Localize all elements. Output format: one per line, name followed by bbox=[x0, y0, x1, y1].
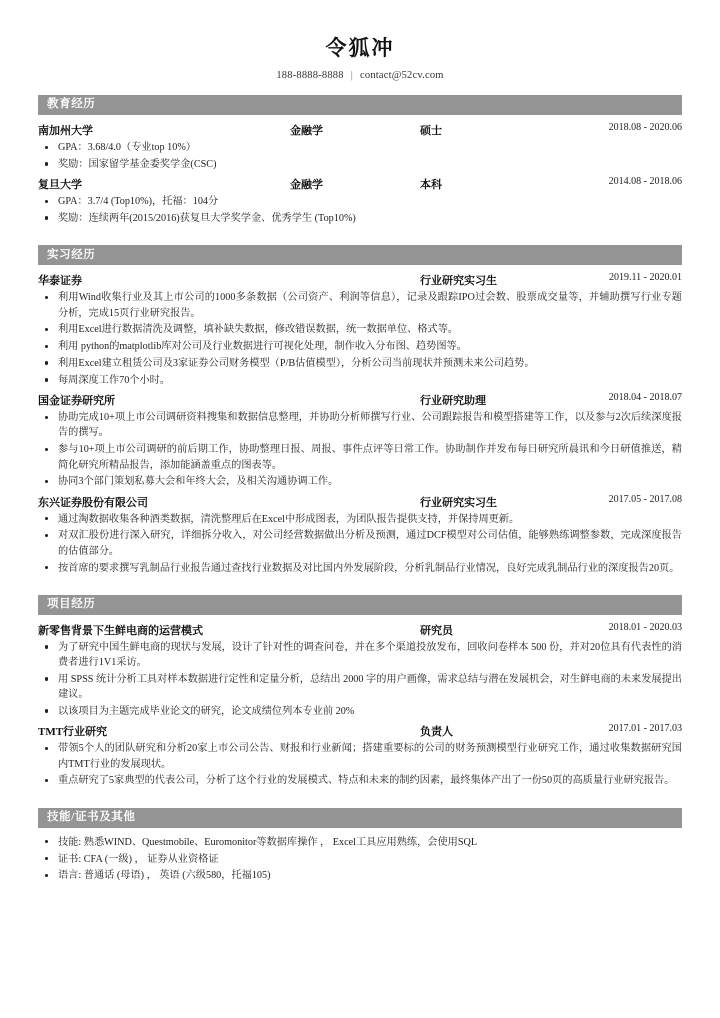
entry bbox=[38, 392, 682, 489]
section-title: 教育经历 bbox=[47, 98, 96, 111]
entry-date-range: 2018.08 - 2020.06 bbox=[608, 122, 682, 134]
page-title: 令狐冲 bbox=[325, 36, 395, 60]
entry bbox=[38, 494, 682, 576]
entry-date-range: 2017.05 - 2017.08 bbox=[608, 493, 682, 505]
entry-header-row bbox=[38, 392, 682, 409]
list-item: 用 SPSS 统计分析工具对样本数据进行定性和定量分析，总结出 2000 字的用户画像，需求总结与潜在发展机会，对生鲜电商的未来发展提出建议。 bbox=[38, 672, 682, 703]
entry-role: 行业研究实习生 bbox=[420, 275, 497, 288]
section-body-education bbox=[38, 122, 682, 231]
phone-text: 188-8888-8888 bbox=[276, 70, 344, 82]
list-item: 证书: CFA (一级) ， 证券从业资格证 bbox=[38, 852, 682, 867]
list-item: 以该项目为主题完成毕业论文的研究，论文成绩位列本专业前 20% bbox=[38, 704, 682, 719]
entry-header-row bbox=[38, 723, 682, 740]
entry-role: 研究员 bbox=[420, 624, 453, 637]
section-header-education bbox=[38, 95, 682, 115]
entry-organization: TMT行业研究 bbox=[38, 726, 108, 739]
entry bbox=[38, 622, 682, 719]
list-item: 利用Excel进行数据清洗及调整，填补缺失数据，修改错误数据，统一数据单位、格式等。 bbox=[38, 322, 682, 337]
resume-sections bbox=[0, 95, 720, 888]
entry-header-row bbox=[38, 622, 682, 639]
resume-header bbox=[0, 0, 720, 81]
contact-line bbox=[0, 70, 720, 81]
section-body-internship bbox=[38, 272, 682, 580]
entry-header-row bbox=[38, 122, 682, 139]
contact-separator: | bbox=[350, 70, 354, 82]
entry-organization: 新零售背景下生鲜电商的运营模式 bbox=[38, 624, 203, 637]
list-item: 为了研究中国生鲜电商的现状与发展，设计了针对性的调查问卷，并在多个渠道投放发布，回收问卷样本 500 份，并对20位具有代表性的消费者进行1V1采访。 bbox=[38, 640, 682, 671]
bullet-list bbox=[38, 835, 682, 884]
section-title: 项目经历 bbox=[47, 598, 96, 611]
bullet-list bbox=[38, 140, 682, 172]
bullet-list bbox=[38, 290, 682, 388]
entry-date-range: 2014.08 - 2018.06 bbox=[608, 176, 682, 188]
entry-organization: 国金证券研究所 bbox=[38, 395, 115, 408]
entry-role: 行业研究实习生 bbox=[420, 496, 497, 509]
list-item: GPA：3.68/4.0（专业top 10%） bbox=[38, 140, 682, 155]
entry-degree: 硕士 bbox=[420, 125, 442, 138]
section-body-skills bbox=[38, 835, 682, 889]
entry-organization: 复旦大学 bbox=[38, 179, 82, 192]
entry-organization: 南加州大学 bbox=[38, 125, 93, 138]
entry-organization: 华泰证券 bbox=[38, 275, 82, 288]
bullet-list bbox=[38, 512, 682, 576]
bullet-list bbox=[38, 741, 682, 788]
list-item: 奖励：国家留学基金委奖学金(CSC) bbox=[38, 157, 682, 172]
section-header-skills bbox=[38, 808, 682, 828]
entry bbox=[38, 835, 682, 884]
list-item: 通过淘数据收集各种酒类数据，清洗整理后在Excel中形成图表，为团队报告提供支持，并保持周更新。 bbox=[38, 512, 682, 527]
section-title: 实习经历 bbox=[47, 248, 96, 261]
section-internship bbox=[38, 245, 682, 580]
entry-major: 金融学 bbox=[290, 125, 323, 138]
section-projects bbox=[38, 595, 682, 794]
section-header-internship bbox=[38, 245, 682, 265]
list-item: 协助完成10+项上市公司调研资料搜集和数据信息整理，并协助分析师撰写行业、公司跟踪报告和模型搭建等工作，以及参与2次后续深度报告的撰写。 bbox=[38, 410, 682, 441]
entry-date-range: 2017.01 - 2017.03 bbox=[608, 723, 682, 735]
entry-major: 金融学 bbox=[290, 179, 323, 192]
bullet-list bbox=[38, 640, 682, 719]
entry-header-row bbox=[38, 494, 682, 511]
entry bbox=[38, 122, 682, 172]
section-header-projects bbox=[38, 595, 682, 615]
entry-header-row bbox=[38, 272, 682, 289]
list-item: 利用 python的matplotlib库对公司及行业数据进行可视化处理，制作收入分布图、趋势图等。 bbox=[38, 339, 682, 354]
list-item: 利用Excel建立租赁公司及3家证券公司财务模型（P/B估值模型），分析公司当前现状并预测未来公司趋势。 bbox=[38, 356, 682, 371]
entry bbox=[38, 272, 682, 388]
section-title: 技能/证书及其他 bbox=[47, 810, 136, 823]
entry bbox=[38, 723, 682, 788]
bullet-list bbox=[38, 410, 682, 489]
entry-header-row bbox=[38, 176, 682, 193]
bullet-list bbox=[38, 194, 682, 226]
entry-degree: 本科 bbox=[420, 179, 442, 192]
entry-role: 负责人 bbox=[420, 726, 453, 739]
entry-date-range: 2018.01 - 2020.03 bbox=[608, 621, 682, 633]
list-item: 按首席的要求撰写乳制品行业报告通过查找行业数据及对比国内外发展阶段，分析乳制品行业情况，良好完成乳制品行业的深度报告20页。 bbox=[38, 561, 682, 576]
list-item: 对双汇股份进行深入研究，详细拆分收入，对公司经营数据做出分析及预测，通过DCF模型对公司估值，能够熟练调整参数，完成深度报告的估值部分。 bbox=[38, 528, 682, 559]
list-item: 每周深度工作70个小时。 bbox=[38, 373, 682, 388]
email-text: contact@52cv.com bbox=[360, 70, 444, 82]
list-item: 重点研究了5家典型的代表公司，分析了这个行业的发展模式、特点和未来的制约因素，最终集体产出了一份50页的高质量行业研究报告。 bbox=[38, 773, 682, 788]
section-skills bbox=[38, 808, 682, 889]
list-item: 语言: 普通话 (母语) ， 英语 (六级580，托福105) bbox=[38, 868, 682, 883]
entry-date-range: 2019.11 - 2020.01 bbox=[609, 272, 682, 284]
list-item: GPA：3.7/4 (Top10%)，托福：104分 bbox=[38, 194, 682, 209]
entry-organization: 东兴证券股份有限公司 bbox=[38, 496, 148, 509]
entry-role: 行业研究助理 bbox=[420, 395, 486, 408]
entry-date-range: 2018.04 - 2018.07 bbox=[608, 392, 682, 404]
list-item: 带领5个人的团队研究和分析20家上市公司公告、财报和行业新闻；搭建重要标的公司的财务预测模型行业研究工作，通过收集数据研究国内TMT行业的发展现状。 bbox=[38, 741, 682, 772]
entry bbox=[38, 176, 682, 226]
list-item: 奖励：连续两年(2015/2016)获复旦大学奖学金、优秀学生 (Top10%) bbox=[38, 211, 682, 226]
list-item: 技能: 熟悉WIND、Questmobile、Euromonitor等数据库操作 ， Excel工具应用熟练，会使用SQL bbox=[38, 835, 682, 850]
list-item: 利用Wind收集行业及其上市公司的1000多条数据（公司资产、利润等信息），记录及跟踪IPO过会数、股票成交量等，并辅助撰写行业专题分析，完成15页行业研究报告。 bbox=[38, 290, 682, 321]
list-item: 协同3个部门策划私募大会和年终大会，及相关沟通协调工作。 bbox=[38, 474, 682, 489]
section-body-projects bbox=[38, 622, 682, 794]
section-education bbox=[38, 95, 682, 231]
list-item: 参与10+项上市公司调研的前后期工作，协助整理日报、周报、事件点评等日常工作。协助制作并发布每日研究所晨讯和今日研值推送，精简化研究所精品报告，添加能涵盖重点的图表等。 bbox=[38, 442, 682, 473]
